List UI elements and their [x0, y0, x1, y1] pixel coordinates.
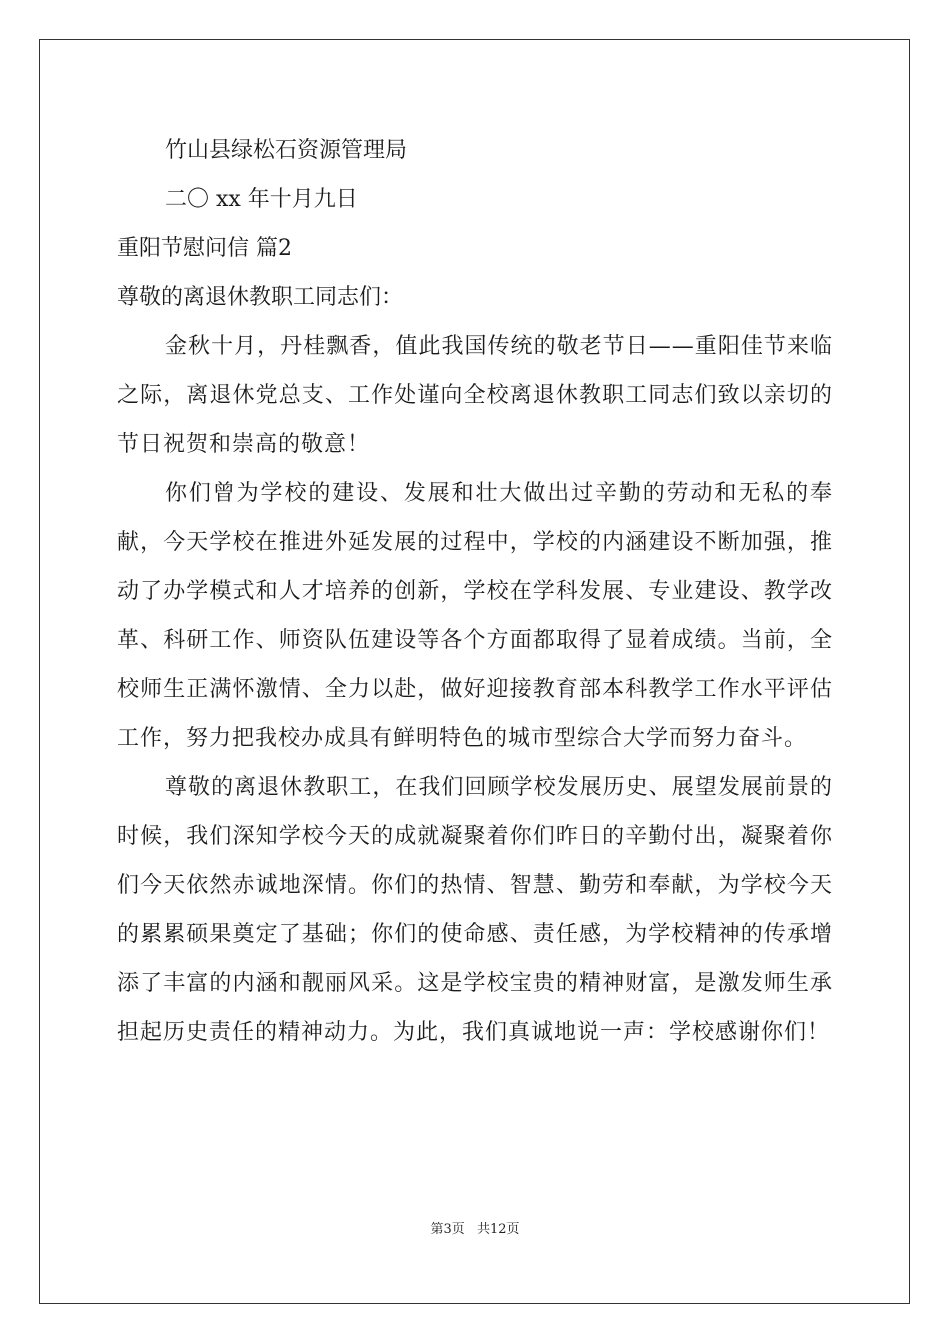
document-body	[117, 126, 833, 1057]
sender-organization: 竹山县绿松石资源管理局	[165, 138, 408, 163]
letter-title: 重阳节慰问信 篇2	[117, 236, 292, 261]
body-paragraph-2: 你们曾为学校的建设、发展和壮大做出过辛勤的劳动和无私的奉献，今天学校在推进外延发展的过程中，学校的内涵建设不断加强，推动了办学模式和人才培养的创新，学校在学科发展、专业建设、教学改革、科研工作、师资队伍建设等各个方面都取得了显着成绩。当前，全校师生正满怀激情、全力以赴，做好迎接教育部本科教学工作水平评估工作，努力把我校办成具有鲜明特色的城市型综合大学而努力奋斗。	[117, 481, 833, 751]
body-paragraph-3: 尊敬的离退休教职工，在我们回顾学校发展历史、展望发展前景的时候，我们深知学校今天的成就凝聚着你们昨日的辛勤付出，凝聚着你们今天依然赤诚地深情。你们的热情、智慧、勤劳和奉献，为学校今天的累累硕果奠定了基础；你们的使命感、责任感，为学校精神的传承增添了丰富的内涵和靓丽风采。这是学校宝贵的精神财富，是激发师生承担起历史责任的精神动力。为此，我们真诚地说一声：学校感谢你们！	[117, 775, 833, 1045]
body-paragraph-1: 金秋十月，丹桂飘香，值此我国传统的敬老节日——重阳佳节来临之际，离退休党总支、工作处谨向全校离退休教职工同志们致以亲切的节日祝贺和崇高的敬意！	[117, 334, 833, 457]
page-number: 第3页	[430, 1222, 465, 1237]
letter-date: 二〇 xx 年十月九日	[165, 187, 358, 212]
letter-salutation: 尊敬的离退休教职工同志们：	[117, 285, 404, 310]
page-total: 共12页	[476, 1222, 520, 1237]
page-footer	[0, 1218, 950, 1237]
